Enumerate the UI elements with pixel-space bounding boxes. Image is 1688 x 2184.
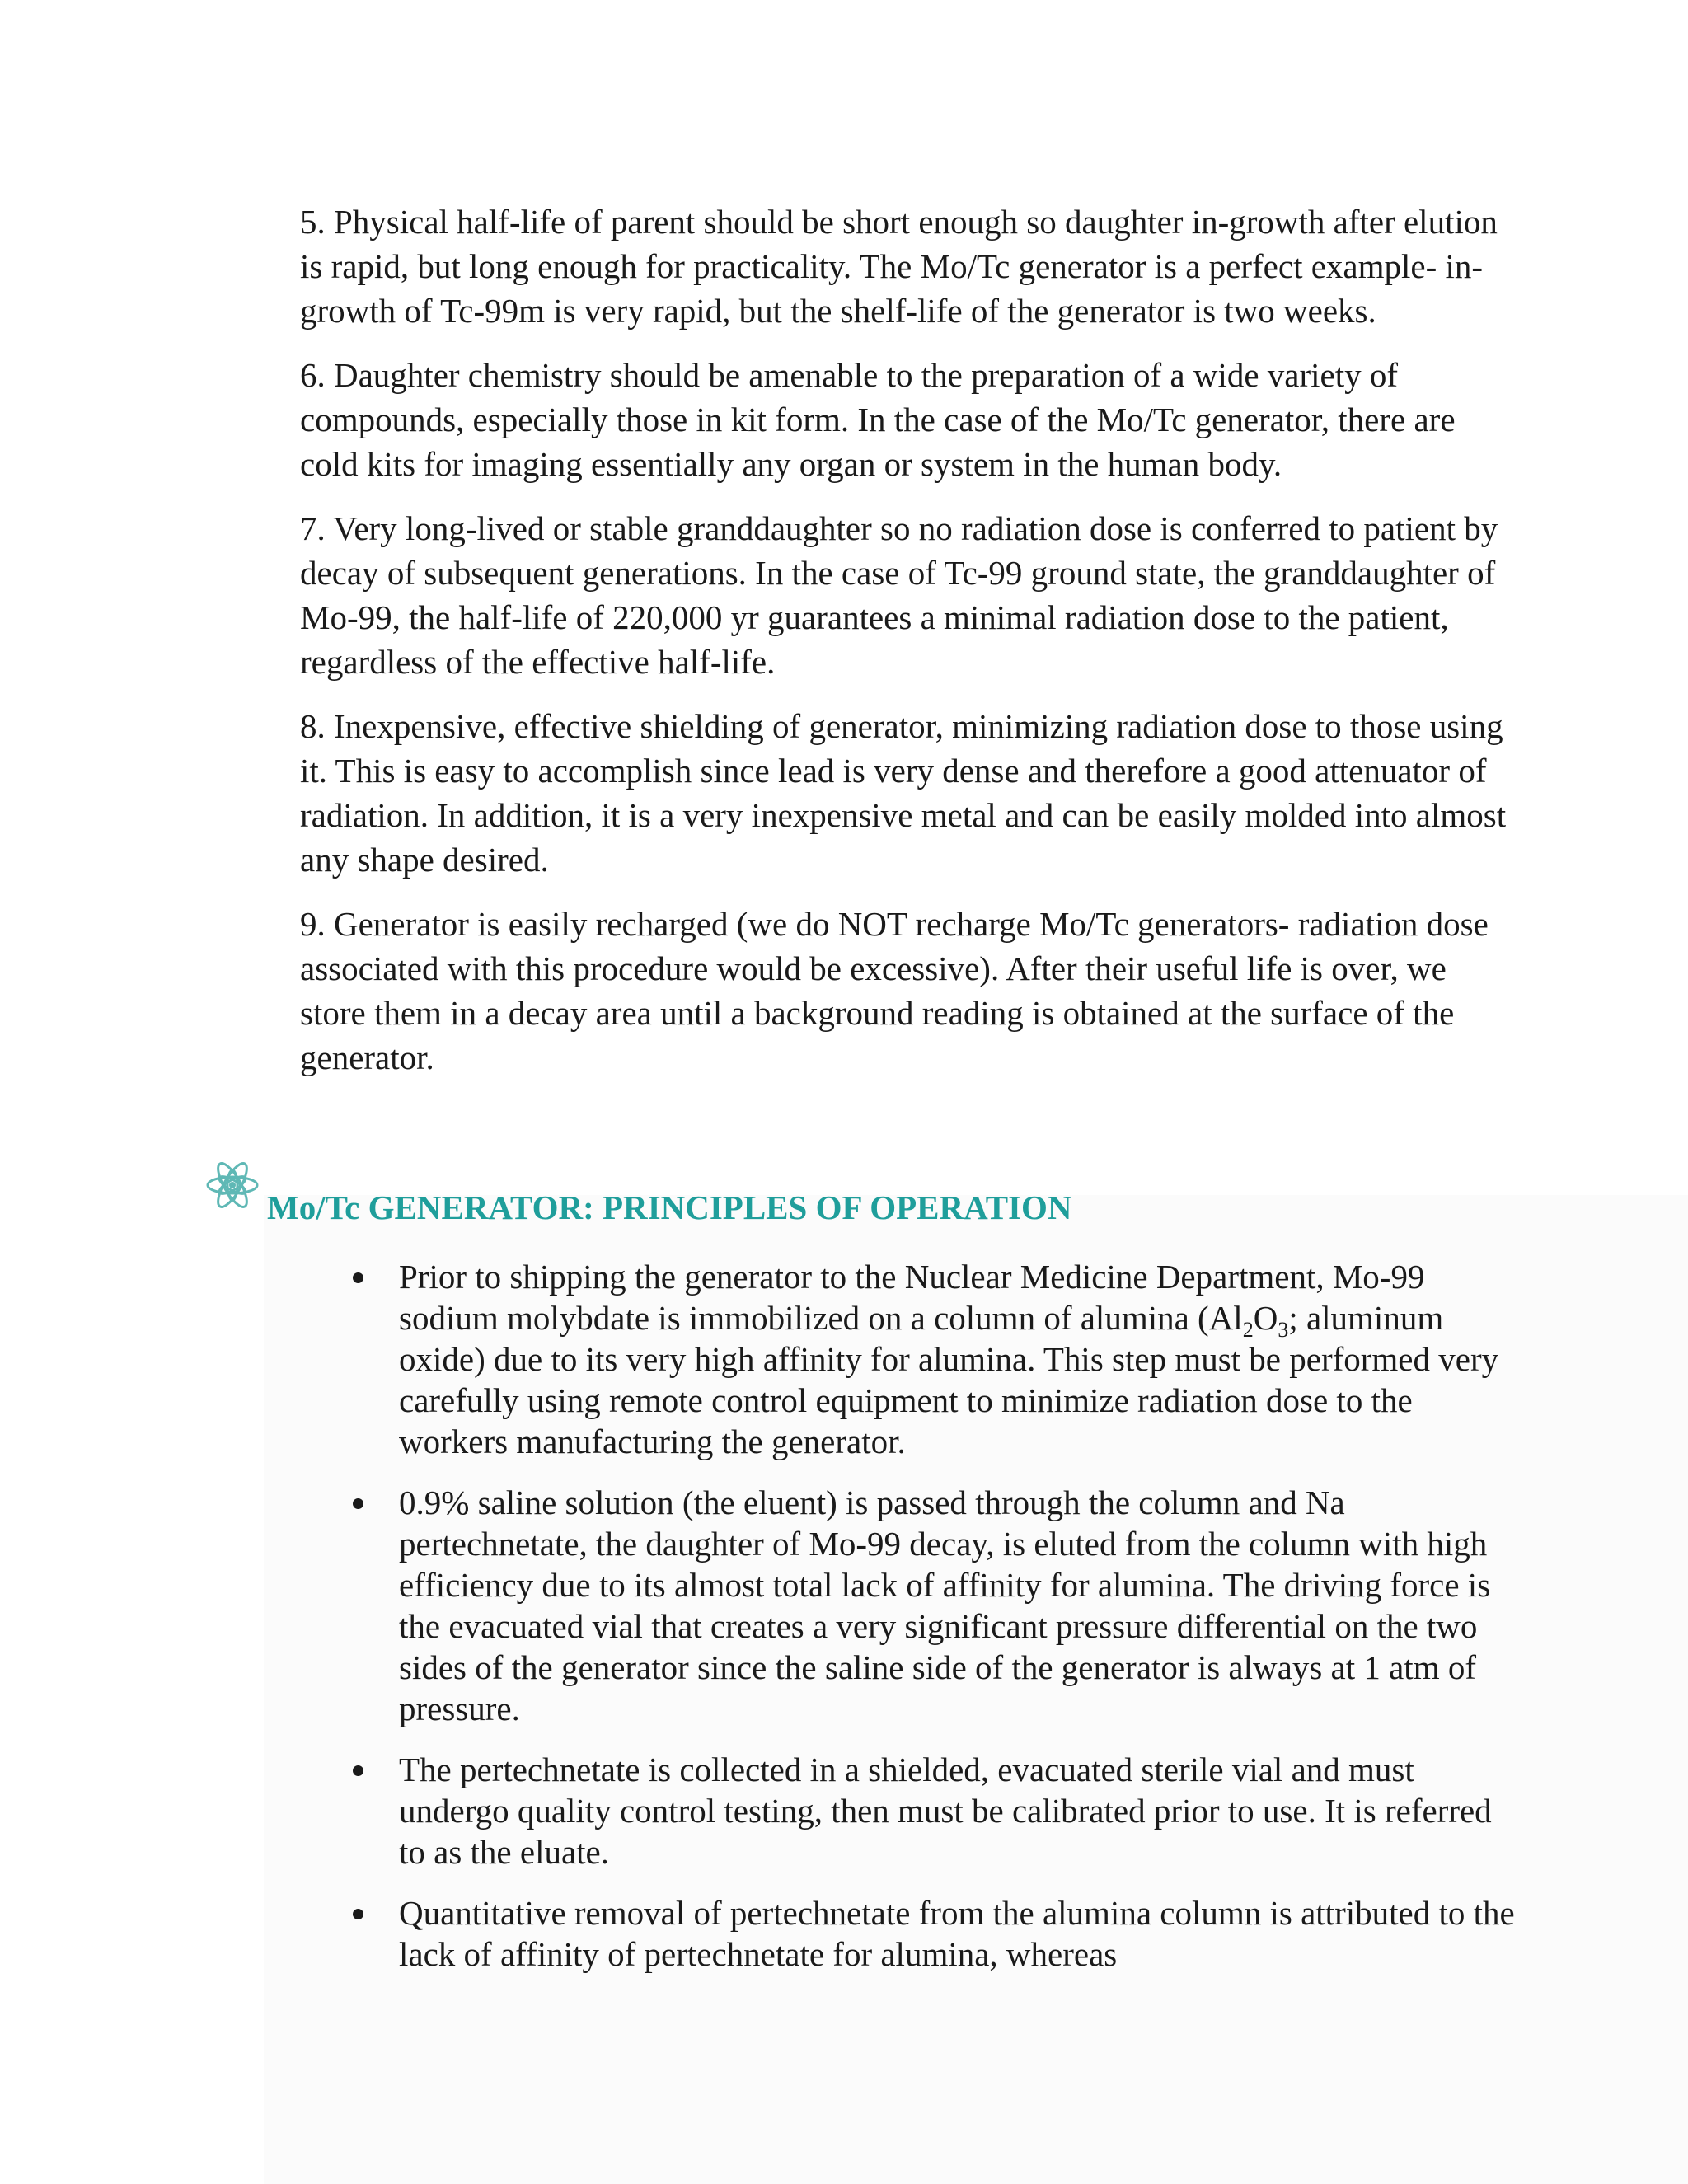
bullet-list xyxy=(346,1256,1517,1994)
numbered-item-5: 5. Physical half-life of parent should be short enough so daughter in-growth after elution is rapid, but long enough for practicality. The Mo/Tc generator is a perfect example- in-growth of Tc-99m is very rapid, but the shelf-life of the generator is two weeks. xyxy=(300,203,1498,330)
bullet-text-3: The pertechnetate is collected in a shielded, evacuated sterile vial and must undergo quality control testing, then must be calibrated prior to use. It is referred to as the eluate. xyxy=(399,1750,1492,1871)
section-heading: Mo/Tc GENERATOR: PRINCIPLES OF OPERATION xyxy=(267,1188,1072,1226)
list-item xyxy=(346,1482,1517,1729)
bullet-dot-icon xyxy=(353,1909,363,1919)
bullet-text-4: Quantitative removal of pertechnetate from the alumina column is attributed to the lack of affinity of pertechnetate for alumina, whereas xyxy=(399,1894,1515,1973)
numbered-item-8: 8. Inexpensive, effective shielding of generator, minimizing radiation dose to those using it. This is easy to accomplish since lead is very dense and therefore a good attenuator of radiation. In addition, it is a very inexpensive metal and can be easily molded into almost any shape desired. xyxy=(300,707,1507,879)
numbered-item-7: 7. Very long-lived or stable granddaughter so no radiation dose is conferred to patient by decay of subsequent generations. In the case of Tc-99 ground state, the granddaughter of Mo-99, the half-life of 220,000 yr guarantees a minimal radiation dose to the patient, regardless of the effective half-life. xyxy=(300,509,1498,681)
numbered-item-6: 6. Daughter chemistry should be amenable to the preparation of a wide variety of compounds, especially those in kit form. In the case of the Mo/Tc generator, there are cold kits for imaging essentially any organ or system in the human body. xyxy=(300,356,1456,483)
bullet-text-2: 0.9% saline solution (the eluent) is passed through the column and Na pertechnetate, the daughter of Mo-99 decay, is eluted from the column with high efficiency due to its almost total lack of affinity for alumina. The driving force is the evacuated vial that creates a very significant pressure differential on the two sides of the generator since the saline side of the generator is always at 1 atm of pressure. xyxy=(399,1483,1491,1727)
list-item xyxy=(346,1749,1517,1872)
bullet-dot-icon xyxy=(353,1272,363,1283)
bullet-dot-icon xyxy=(353,1498,363,1509)
bullet-dot-icon xyxy=(353,1765,363,1776)
atom-flower-icon xyxy=(201,1154,264,1216)
list-item xyxy=(346,1256,1517,1462)
bullet-text-1: Prior to shipping the generator to the Nuclear Medicine Department, Mo-99 sodium molybdate is immobilized on a column of alumina ($Al_2O_3$; aluminum oxide) due to its very high affinity for alumina. This step must be performed very carefully using remote control equipment to minimize radiation dose to the workers manufacturing the generator. xyxy=(399,1258,1499,1460)
numbered-item-9: 9. Generator is easily recharged (we do NOT recharge Mo/Tc generators- radiation dose associated with this procedure would be excessive). After their useful life is over, we store them in a decay area until a background reading is obtained at the surface of the generator. xyxy=(300,905,1489,1076)
numbered-list xyxy=(300,199,1512,1099)
list-item xyxy=(346,1892,1517,1975)
section-heading-row xyxy=(201,1154,1520,1228)
